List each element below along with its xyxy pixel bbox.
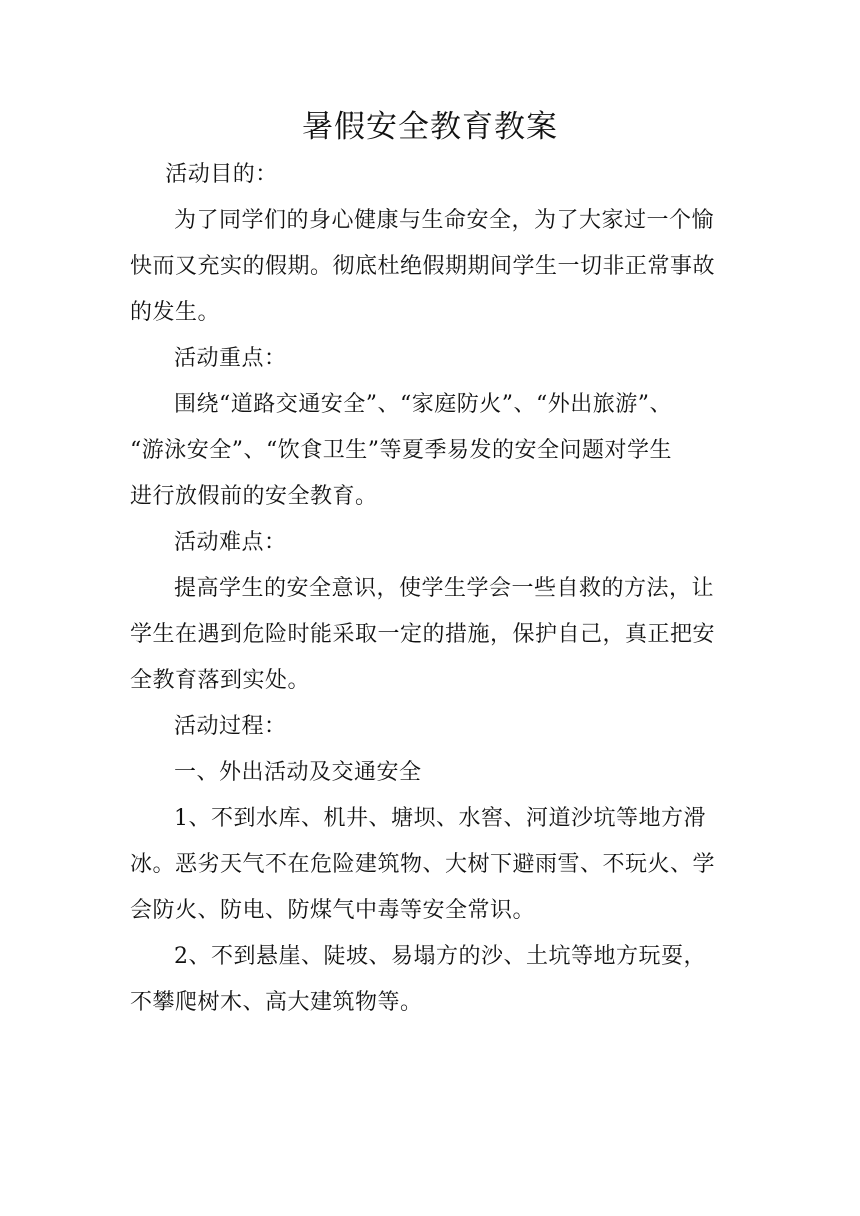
paragraph-item-2 [130,934,732,1026]
paragraph-activity-focus-heading [130,336,732,382]
document-title: 暑假安全教育教案 [302,109,558,145]
text-line: 全教育落到实处。 [130,668,311,693]
text-line: “游泳安全”、“饮食卫生”等夏季易发的安全问题对学生 [130,438,672,463]
text-line: 活动重点： [174,346,287,371]
text-line: 围绕“道路交通安全”、“家庭防火”、“外出旅游”、 [174,392,672,417]
text-line: 2、不到悬崖、陡坡、易塌方的沙、土坑等地方玩耍， [174,944,706,969]
text-line: 的发生。 [130,300,221,325]
paragraph-activity-difficulty-heading [130,520,732,566]
text-line: 会防火、防电、防煤气中毒等安全常识。 [130,898,536,923]
text-line: 提高学生的安全意识，使学生学会一些自救的方法，让 [174,576,715,601]
text-line: 活动目的： [165,162,278,187]
text-line: 冰。恶劣天气不在危险建筑物、大树下避雨雪、不玩火、学 [130,852,716,877]
paragraph-activity-focus [130,382,732,520]
document-body [130,152,732,1026]
text-line: 活动过程： [174,714,287,739]
text-line: 快而又充实的假期。彻底杜绝假期期间学生一切非正常事故 [130,254,716,279]
text-line: 不攀爬树木、高大建筑物等。 [130,990,423,1015]
text-line: 为了同学们的身心健康与生命安全，为了大家过一个愉 [174,208,715,233]
paragraph-activity-process-heading [130,704,732,750]
paragraph-activity-goal [130,198,732,336]
paragraph-activity-goal-heading [130,152,732,198]
paragraph-item-1 [130,796,732,934]
text-line: 进行放假前的安全教育。 [130,484,378,509]
text-line: 一、外出活动及交通安全 [174,760,422,785]
text-line: 活动难点： [174,530,287,555]
paragraph-activity-difficulty [130,566,732,704]
text-line: 1、不到水库、机井、塘坝、水窖、河道沙坑等地方滑 [174,806,706,831]
text-line: 学生在遇到危险时能采取一定的措施，保护自己，真正把安 [130,622,716,647]
paragraph-section-one-heading [130,750,732,796]
